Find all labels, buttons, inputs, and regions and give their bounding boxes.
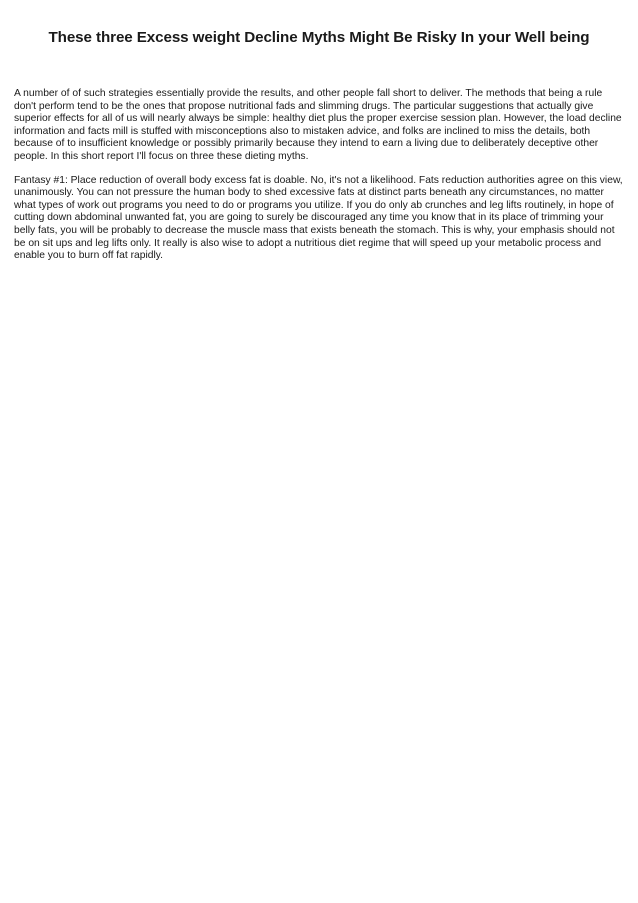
paragraph-myth-1: Fantasy #1: Place reduction of overall body excess fat is doable. No, it's not a likelihood. Fats reduction authorities agree on this view, unanimously. You can not pressure the human body to shed excessive fats at distinct parts beneath any circumstances, no matter what types of work out programs you need to do or programs you utilize. If you do only ab crunches and leg lifts routinely, in hope of cutting down abdominal unwanted fat, you are going to surely be discouraged any time you know that in its place of trimming your belly fats, you will be probably to decrease the muscle mass that exists beneath the stomach. This is why, your emphasis should not be on sit ups and leg lifts only. It really is also wise to adopt a nutritious diet regime that will speed up your metabolic process and enable you to burn off fat rapidly. — [14, 174, 623, 262]
document-body — [14, 88, 624, 263]
document-title: These three Excess weight Decline Myths Might Be Risky In your Well being — [48, 29, 590, 46]
paragraph-intro: A number of of such strategies essentially provide the results, and other people fall short to deliver. The methods that being a rule don't perform tend to be the ones that propose nutritional fads and slimming drugs. The particular suggestions that actually give superior effects for all of us will nearly always be simple: healthy diet plus the proper exercise session plan. However, the load decline information and facts mill is stuffed with misconceptions also to mistaken advice, and folks are inclined to miss the details, both because of to insufficient knowledge or possibly primarily because they intend to earn a living due to deliberately deceptive other people. In this short report I'll focus on three these dieting myths. — [14, 88, 622, 162]
